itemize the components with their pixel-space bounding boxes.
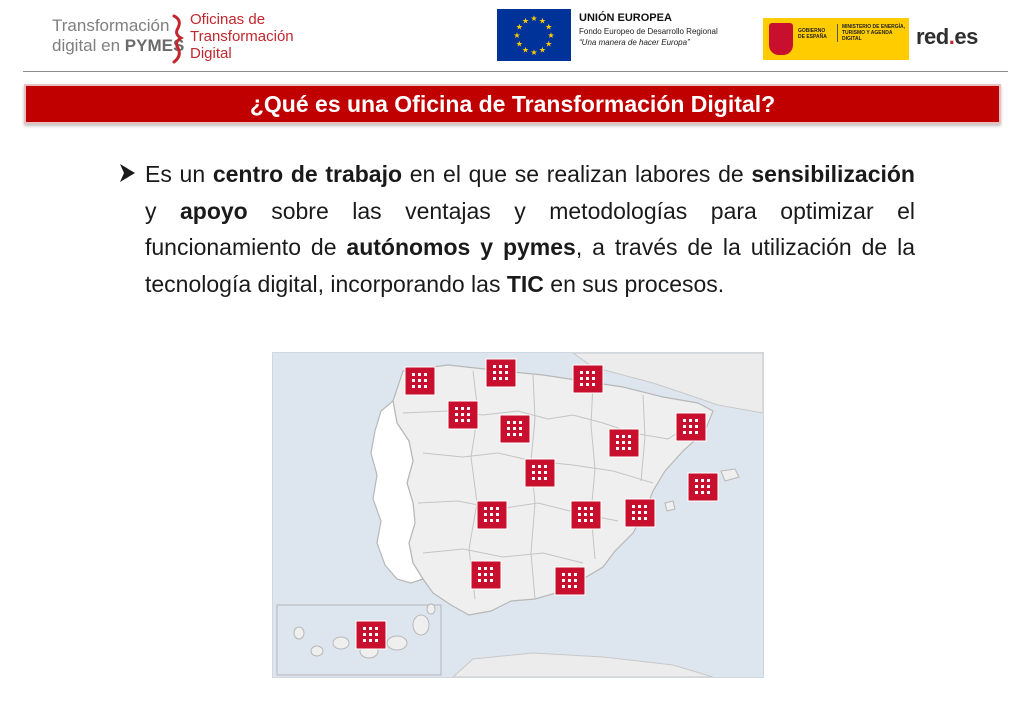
ministerio-label: MINISTERIO DE ENERGÍA, TURISMO Y AGENDA DIGITAL [837,24,912,42]
bracket-icon [170,14,186,64]
office-building-icon [573,365,603,393]
eu-star-icon: ★ [538,45,547,55]
eu-logo-text [579,12,759,47]
eu-star-icon: ★ [521,45,530,55]
red-es-logo: red.es [916,24,978,49]
eu-star-icon: ★ [521,16,530,26]
office-building-icon [571,501,601,529]
office-building-icon [500,415,530,443]
spain-map [272,352,764,678]
eu-star-icon: ★ [538,16,547,26]
logo-line-2: digital en PYMES [52,36,185,55]
eu-subtitle: Fondo Europeo de Desarrollo Regional [579,27,718,36]
office-building-icon [688,473,718,501]
logo-pymes: PYMES [124,36,185,55]
office-building-icon [405,367,435,395]
spain-map-graphic [273,353,763,677]
office-building-icon [448,401,478,429]
arrow-bullet-icon [118,162,138,184]
office-building-icon [477,501,507,529]
eu-star-icon: ★ [547,31,555,40]
eu-star-icon: ★ [515,22,523,32]
office-building-icon [486,359,516,387]
logo-oficinas-line-1: Oficinas de [190,11,266,28]
eu-title: UNIÓN EUROPEA [579,12,672,24]
office-building-icon [471,561,501,589]
office-building-icon [555,567,585,595]
logo-line-1: Transformación [52,16,170,35]
eu-star-icon: ★ [545,39,553,49]
office-building-icon [625,499,655,527]
bullet-text: Es un centro de trabajo en el que se realizan labores de sensibilización y apoyo sobre las ventajas y metodologías para optimizar el funcionamiento de autónomos y pymes, a través de la utilización de la tecnología digital, incorporando las TIC en sus procesos. [145,161,916,297]
office-building-icon [676,413,706,441]
slide-title: ¿Qué es una Oficina de Transformación Digital? [249,90,776,117]
transformacion-digital-pymes-logo [52,11,312,64]
office-building-icon [609,429,639,457]
eu-star-icon: ★ [530,48,538,57]
logo-oficinas-line-2: Transformación [190,28,294,45]
header-divider [23,71,1008,72]
eu-motto: “Una manera de hacer Europa” [579,38,690,47]
slide-title-bar [24,84,1001,124]
logo-oficinas-line-3: Digital [190,45,232,62]
coat-of-arms-icon [769,23,793,55]
eu-star-icon: ★ [530,14,538,23]
eu-flag-icon [497,9,571,61]
header [0,0,1024,72]
eu-star-icon: ★ [515,39,523,49]
eu-star-icon: ★ [513,31,521,40]
office-building-icon [356,621,386,649]
eu-star-icon: ★ [545,22,553,32]
eu-stars-icon [497,9,571,61]
gobierno-label: GOBIERNO DE ESPAÑA [798,28,827,40]
gobierno-espana-logo [763,18,909,60]
office-building-icon [525,459,555,487]
